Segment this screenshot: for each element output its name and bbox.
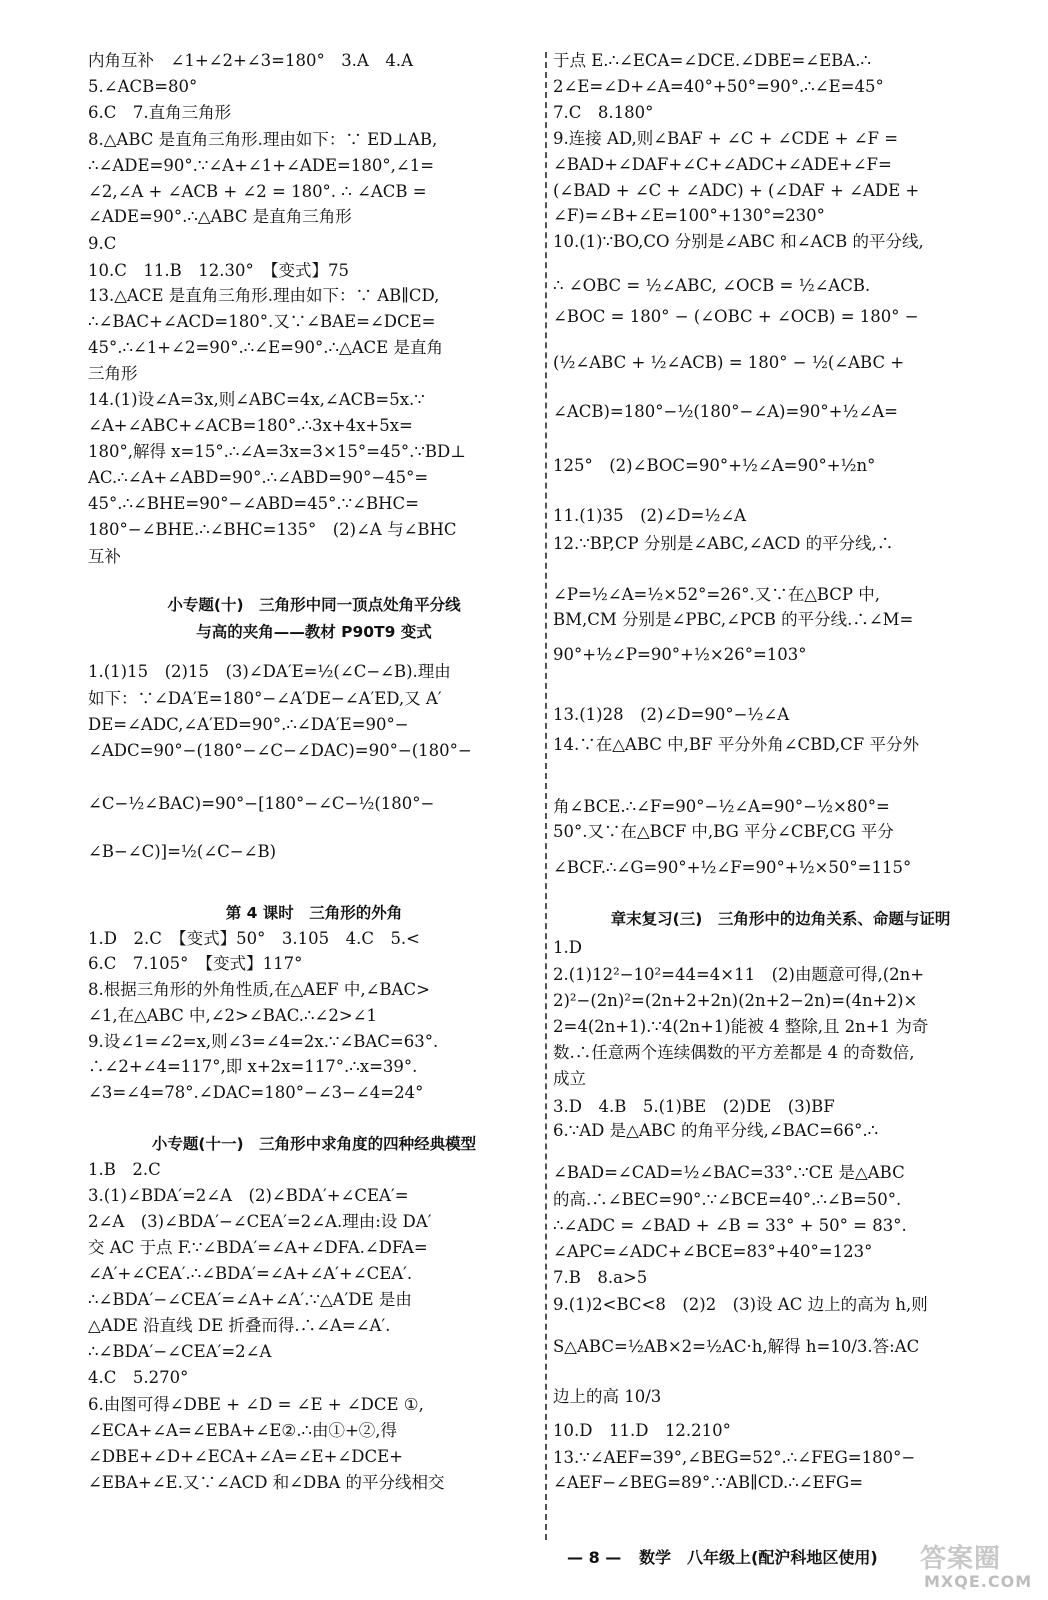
answer-line: 2)²−(2n)²=(2n+2+2n)(2n+2−2n)=(4n+2)× xyxy=(553,991,918,1010)
answer-line: (∠BAD + ∠C + ∠ADC) + (∠DAF + ∠ADE + xyxy=(553,181,920,200)
answer-line: 180°,解得 x=15°.∴∠A=3x=3×15°=45°.∵BD⊥ xyxy=(88,442,466,461)
answer-line: 14.(1)设∠A=3x,则∠ABC=4x,∠ACB=5x.∵ xyxy=(88,390,425,409)
answer-line: 14.∵在△ABC 中,BF 平分外角∠CBD,CF 平分外 xyxy=(553,735,919,754)
answer-line: 13.△ACE 是直角三角形.理由如下：∵ AB∥CD, xyxy=(88,286,440,305)
answer-line: 的高.∴∠BEC=90°.∵∠BCE=40°.∴∠B=50°. xyxy=(553,1190,902,1209)
answer-line: 8.根据三角形的外角性质,在△AEF 中,∠BAC> xyxy=(88,980,430,999)
answer-line: 交 AC 于点 F.∵∠BDA′=∠A+∠DFA.∠DFA= xyxy=(88,1238,428,1257)
answer-line: 于点 E.∴∠ECA=∠DCE.∠DBE=∠EBA.∴ xyxy=(553,51,871,70)
answer-line: ∠ECA+∠A=∠EBA+∠E②.∴由①+②,得 xyxy=(88,1421,398,1440)
answer-line: 12.∵BP,CP 分别是∠ABC,∠ACD 的平分线,∴ xyxy=(553,534,894,553)
answer-line: ∠BCF.∴∠G=90°+½∠F=90°+½×50°=115° xyxy=(553,858,912,877)
page-number: — 8 — xyxy=(567,1548,622,1567)
answer-line: 1.B 2.C xyxy=(88,1160,161,1179)
answer-line: ∠ACB)=180°−½(180°−∠A)=90°+½∠A= xyxy=(553,402,898,421)
answer-line: ∠ADC=90°−(180°−∠C−∠DAC)=90°−(180°− xyxy=(88,741,472,760)
answer-line: 三角形 xyxy=(88,364,138,383)
answer-line: 9.(1)2<BC<8 (2)2 (3)设 AC 边上的高为 h,则 xyxy=(553,1295,928,1314)
answer-line: 6.∵AD 是△ABC 的角平分线,∠BAC=66°.∴ xyxy=(553,1121,879,1140)
answer-line: ∴ ∠OBC = ½∠ABC, ∠OCB = ½∠ACB. xyxy=(553,276,871,295)
answer-line: 9.设∠1=∠2=x,则∠3=∠4=2x.∵∠BAC=63°. xyxy=(88,1032,439,1051)
answer-line: 1.D xyxy=(553,938,582,957)
answer-line: 成立 xyxy=(553,1069,586,1088)
book-subject: 数学 八年级上(配沪科地区使用) xyxy=(639,1548,878,1567)
answer-line: 互补 xyxy=(88,547,121,566)
answer-line: 3.(1)∠BDA′=2∠A (2)∠BDA′+∠CEA′= xyxy=(88,1186,409,1205)
answer-line: 边上的高 10/3 xyxy=(553,1387,662,1406)
answer-line: ∠1,在△ABC 中,∠2>∠BAC.∴∠2>∠1 xyxy=(88,1006,377,1025)
answer-line: ∴∠BDA′−∠CEA′=∠A+∠A′.∵△A′DE 是由 xyxy=(88,1290,412,1309)
answer-line: ∠F)=∠B+∠E=100°+130°=230° xyxy=(553,206,825,225)
answer-line: ∴∠ADE=90°.∵∠A+∠1+∠ADE=180°,∠1= xyxy=(88,156,435,175)
answer-line: 如下：∵∠DA′E=180°−∠A′DE−∠A′ED,又 A′ xyxy=(88,689,442,708)
answer-line: 10.C 11.B 12.30° 【变式】75 xyxy=(88,261,349,280)
answer-line: ∠B−∠C)]=½(∠C−∠B) xyxy=(88,842,277,861)
answer-line: ∴∠2+∠4=117°,即 x+2x=117°.∴x=39°. xyxy=(88,1057,418,1076)
answer-line: (½∠ABC + ½∠ACB) = 180° − ½(∠ABC + xyxy=(553,353,905,372)
answer-line: 角∠BCE.∴∠F=90°−½∠A=90°−½×80°= xyxy=(553,797,890,816)
answer-line: ∠ADE=90°.∴△ABC 是直角三角形 xyxy=(88,207,352,226)
answer-line: ∴∠BDA′−∠CEA′=2∠A xyxy=(88,1342,272,1361)
answer-line: 2.(1)12²−10²=44=4×11 (2)由题意可得,(2n+ xyxy=(553,965,925,984)
watermark-url: MXQE.COM xyxy=(924,1572,1033,1591)
answer-line: 13.∵∠AEF=39°,∠BEG=52°.∴∠FEG=180°− xyxy=(553,1448,916,1467)
answer-line: ∠2,∠A + ∠ACB + ∠2 = 180°. ∴ ∠ACB = xyxy=(88,182,427,201)
answer-line: 2∠E=∠D+∠A=40°+50°=90°.∴∠E=45° xyxy=(553,77,884,96)
answer-line: 数.∴任意两个连续偶数的平方差都是 4 的奇数倍, xyxy=(553,1043,915,1062)
watermark-logo xyxy=(920,1538,1032,1594)
answer-line: 125° (2)∠BOC=90°+½∠A=90°+½n° xyxy=(553,456,876,475)
answer-line: 4.C 5.270° xyxy=(88,1368,189,1387)
answer-line: 13.(1)28 (2)∠D=90°−½∠A xyxy=(553,705,790,724)
answer-line: 1.(1)15 (2)15 (3)∠DA′E=½(∠C−∠B).理由 xyxy=(88,662,451,681)
answer-line: 50°.又∵在△BCF 中,BG 平分∠CBF,CG 平分 xyxy=(553,822,894,841)
answer-line: 11.(1)35 (2)∠D=½∠A xyxy=(553,506,747,525)
answer-line: 90°+½∠P=90°+½×26°=103° xyxy=(553,645,807,664)
answer-line: ∠AEF−∠BEG=89°.∵AB∥CD.∴∠EFG= xyxy=(553,1473,864,1492)
section-heading: 第 4 课时 三角形的外角 xyxy=(225,904,403,922)
answer-line: 6.C 7.105° 【变式】117° xyxy=(88,954,303,973)
answer-line: 7.C 8.180° xyxy=(553,103,654,122)
answer-line: ∴∠ADC = ∠BAD + ∠B = 33° + 50° = 83°. xyxy=(553,1216,907,1235)
answer-line: 10.D 11.D 12.210° xyxy=(553,1421,731,1440)
answer-line: 7.B 8.a>5 xyxy=(553,1268,648,1287)
section-heading: 小专题(十一) 三角形中求角度的四种经典模型 xyxy=(151,1135,477,1153)
answer-line: ∠C−½∠BAC)=90°−[180°−∠C−½(180°− xyxy=(88,794,435,813)
answer-line: ∠BAD=∠CAD=½∠BAC=33°.∵CE 是△ABC xyxy=(553,1163,905,1182)
column-divider xyxy=(545,52,547,1540)
answer-line: ∠DBE+∠D+∠ECA+∠A=∠E+∠DCE+ xyxy=(88,1447,403,1466)
answer-line: 9.C xyxy=(88,234,117,253)
answer-line: ∠APC=∠ADC+∠BCE=83°+40°=123° xyxy=(553,1242,873,1261)
answer-line: ∴∠BAC+∠ACD=180°.又∵∠BAE=∠DCE= xyxy=(88,312,436,331)
answer-line: BM,CM 分别是∠PBC,∠PCB 的平分线.∴∠M= xyxy=(553,610,914,629)
answer-line: AC.∴∠A+∠ABD=90°.∴∠ABD=90°−45°= xyxy=(88,468,429,487)
section-heading: 章末复习(三) 三角形中的边角关系、命题与证明 xyxy=(610,910,951,928)
answer-line: 2=4(2n+1).∵4(2n+1)能被 4 整除,且 2n+1 为奇 xyxy=(553,1017,929,1036)
answer-line: 1.D 2.C 【变式】50° 3.105 4.C 5.< xyxy=(88,929,421,948)
answer-line: 5.∠ACB=80° xyxy=(88,77,198,96)
answer-line: ∠3=∠4=78°.∠DAC=180°−∠3−∠4=24° xyxy=(88,1083,424,1102)
answer-line: △ADE 沿直线 DE 折叠而得.∴∠A=∠A′. xyxy=(88,1316,391,1335)
answer-line: S△ABC=½AB×2=½AC·h,解得 h=10/3.答:AC xyxy=(553,1337,920,1356)
answer-line: 6.由图可得∠DBE + ∠D = ∠E + ∠DCE ①, xyxy=(88,1395,424,1414)
answer-line: 45°.∴∠1+∠2=90°.∴∠E=90°.∴△ACE 是直角 xyxy=(88,338,443,357)
answer-line: 6.C 7.直角三角形 xyxy=(88,103,232,122)
answer-line: ∠EBA+∠E.又∵∠ACD 和∠DBA 的平分线相交 xyxy=(88,1473,445,1492)
answer-line: ∠A+∠ABC+∠ACB=180°.∴3x+4x+5x= xyxy=(88,416,413,435)
answer-line: 2∠A (3)∠BDA′−∠CEA′=2∠A.理由:设 DA′ xyxy=(88,1212,432,1231)
answer-line: 内角互补 ∠1+∠2+∠3=180° 3.A 4.A xyxy=(88,51,414,70)
answer-line: ∠P=½∠A=½×52°=26°.又∵在△BCP 中, xyxy=(553,585,881,604)
answer-line: ∠BOC = 180° − (∠OBC + ∠OCB) = 180° − xyxy=(553,307,919,326)
section-heading: 与高的夹角——教材 P90T9 变式 xyxy=(196,623,432,641)
answer-line: 45°.∴∠BHE=90°−∠ABD=45°.∵∠BHC= xyxy=(88,494,419,513)
section-heading: 小专题(十) 三角形中同一顶点处角平分线 xyxy=(167,596,461,614)
answer-line: ∠A′+∠CEA′.∴∠BDA′=∠A+∠A′+∠CEA′. xyxy=(88,1264,413,1283)
answer-line: 10.(1)∵BO,CO 分别是∠ABC 和∠ACB 的平分线, xyxy=(553,232,924,251)
answer-line: 3.D 4.B 5.(1)BE (2)DE (3)BF xyxy=(553,1097,835,1116)
watermark-text: 答案圈 xyxy=(920,1544,1002,1574)
answer-line: 180°−∠BHE.∴∠BHC=135° (2)∠A 与∠BHC xyxy=(88,520,457,539)
answer-line: 9.连接 AD,则∠BAF + ∠C + ∠CDE + ∠F = xyxy=(553,129,899,148)
answer-line: 8.△ABC 是直角三角形.理由如下：∵ ED⊥AB, xyxy=(88,130,438,149)
answer-line: DE=∠ADC,∠A′ED=90°.∴∠DA′E=90°− xyxy=(88,715,409,734)
answer-line: ∠BAD+∠DAF+∠C+∠ADC+∠ADE+∠F= xyxy=(553,155,892,174)
